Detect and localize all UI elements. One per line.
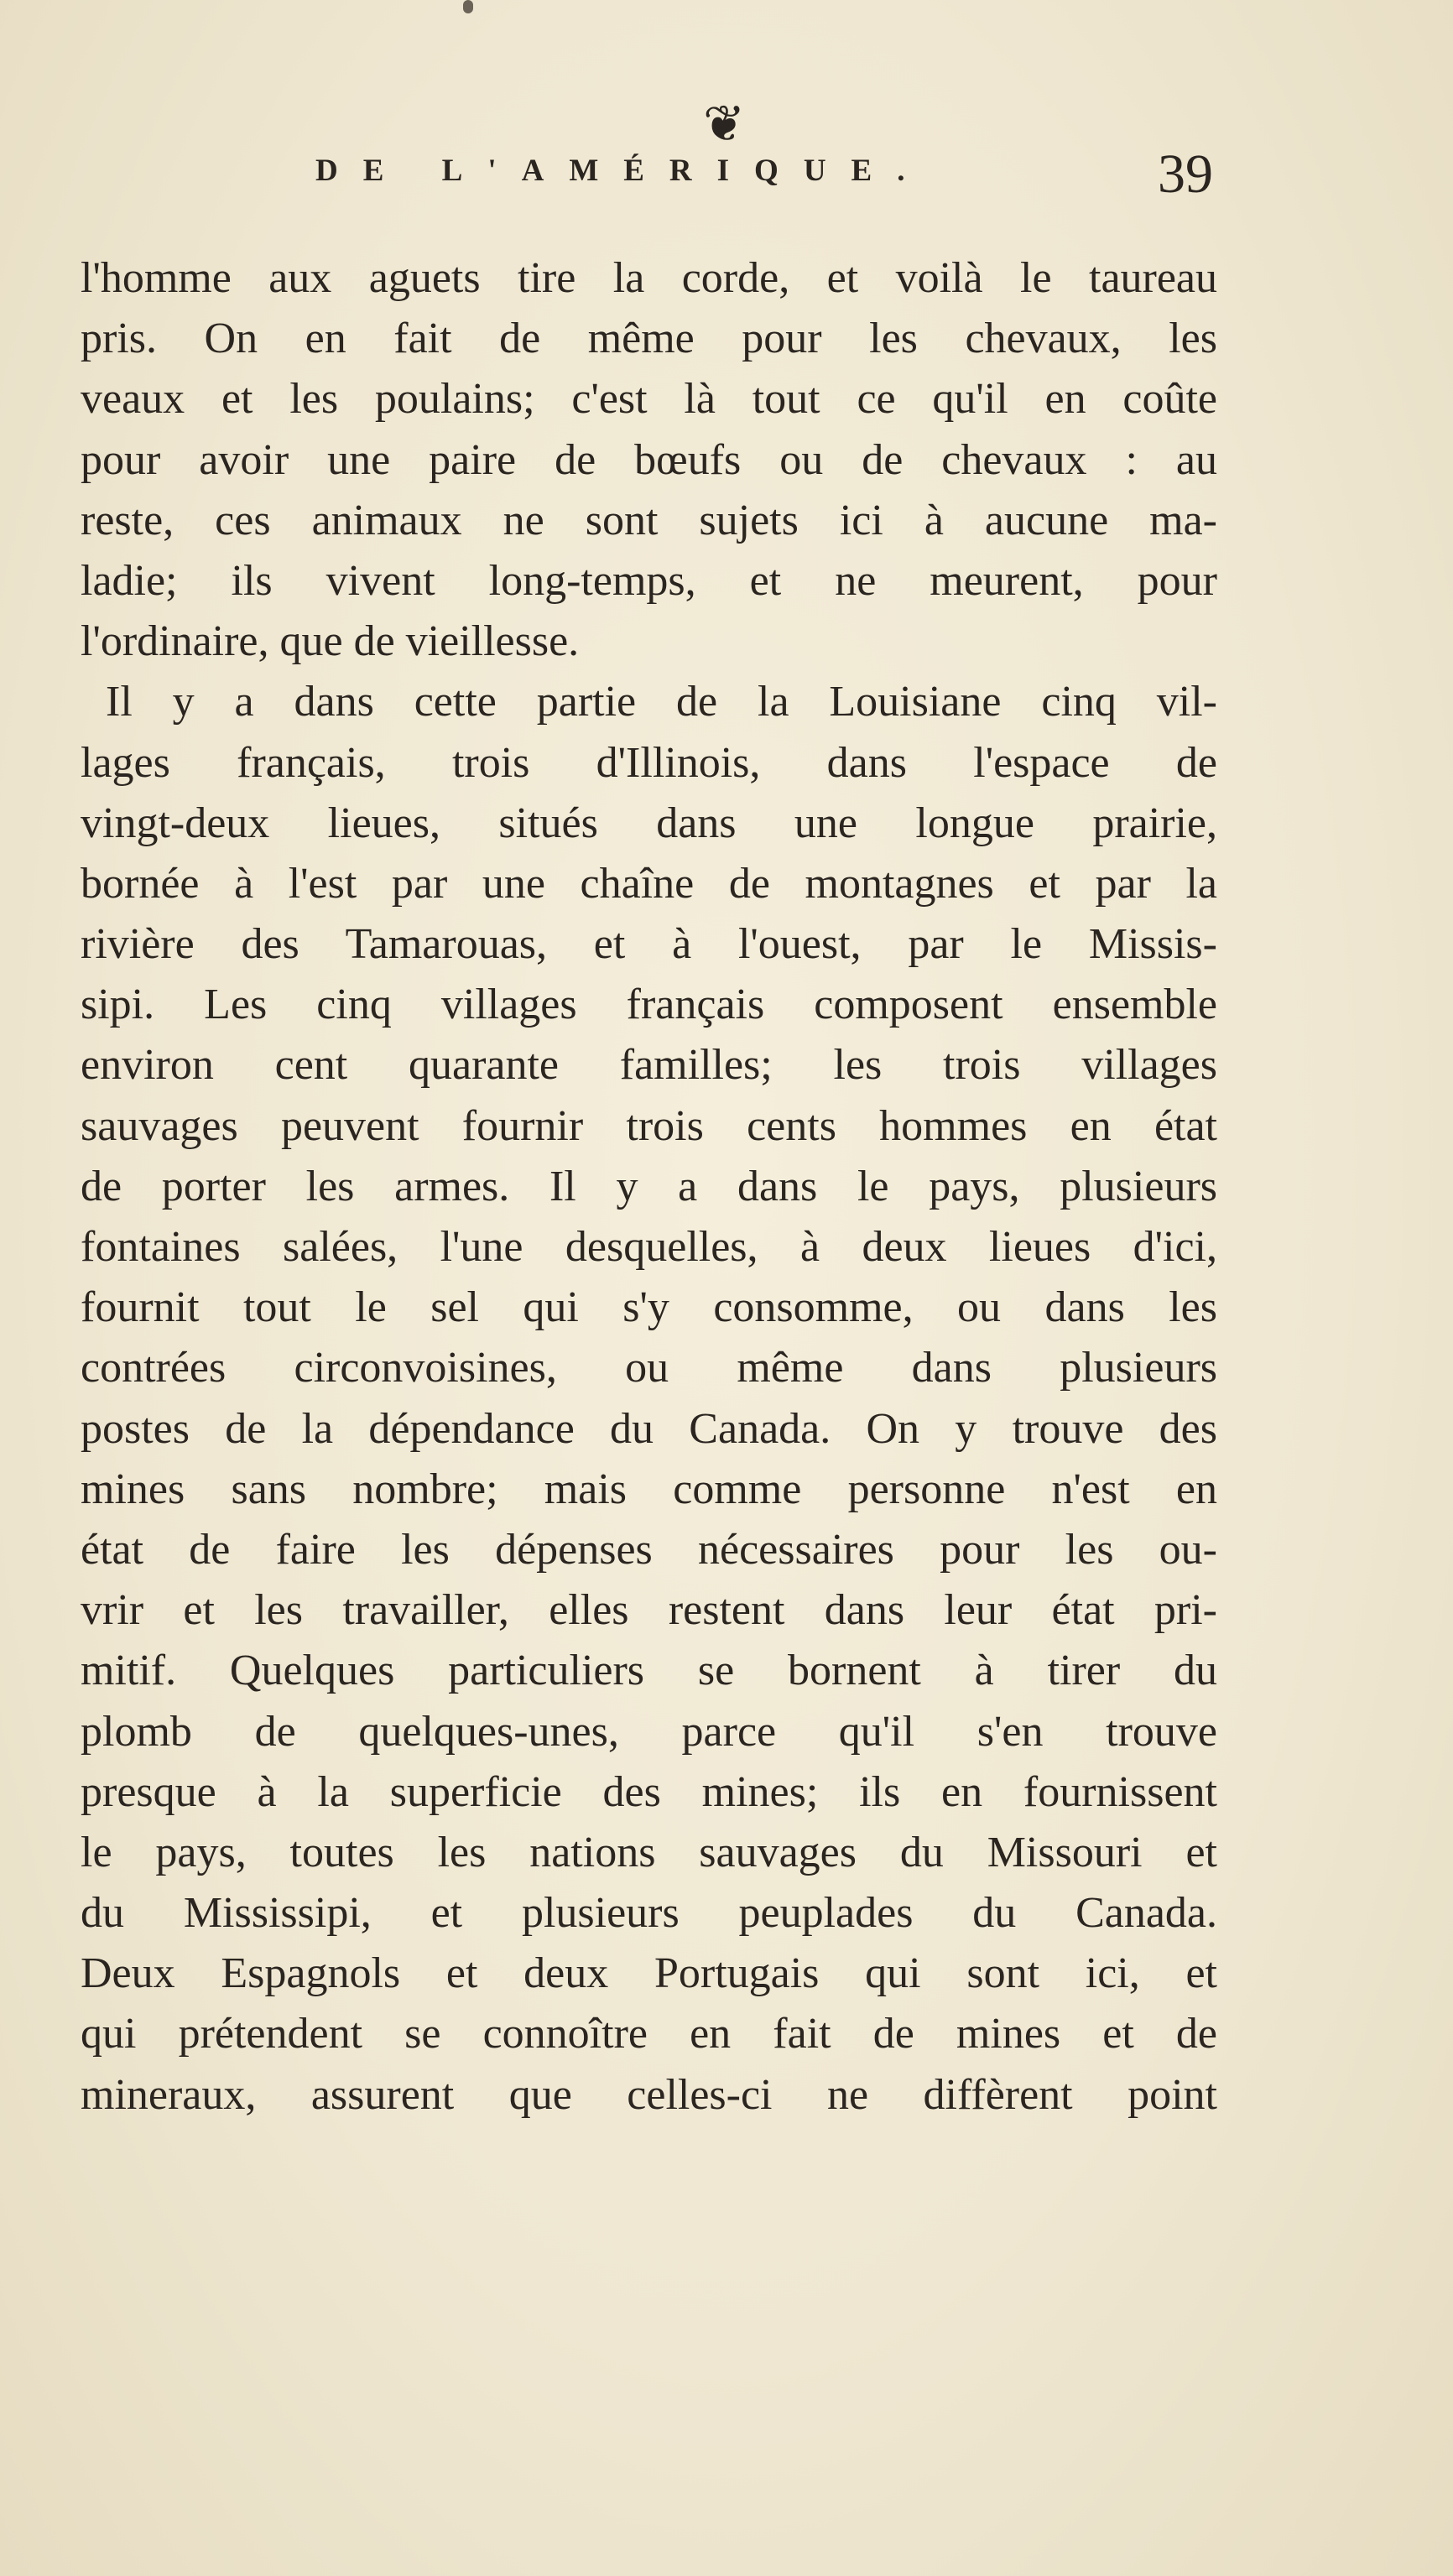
text-line: fontaines salées, l'une desquelles, à deux lieues d'ici, [81,1223,1217,1271]
text-line: le pays, toutes les nations sauvages du Missouri et [81,1828,1217,1876]
text-line: mineraux, assurent que celles-ci ne diffèrent point [81,2070,1217,2119]
text-line: l'homme aux aguets tire la corde, et voilà le taureau [81,254,1217,302]
text-line: veaux et les poulains; c'est là tout ce qu'il en coûte [81,375,1217,424]
text-line: postes de la dépendance du Canada. On y trouve des [81,1404,1217,1453]
text-line: l'ordinaire, que de vieillesse. [81,617,580,666]
text-line: de porter les armes. Il y a dans le pays, plusieurs [81,1162,1217,1210]
text-line: bornée à l'est par une chaîne de montagnes et par la [81,859,1217,908]
text-line: du Mississipi, et plusieurs peuplades du Canada. [81,1889,1217,1938]
text-line: état de faire les dépenses nécessaires pour les ou- [81,1525,1217,1574]
running-head: DE L'AMÉRIQUE. [315,154,930,188]
text-line: fournit tout le sel qui s'y consomme, ou dans les [81,1283,1217,1332]
ink-spot [463,0,473,13]
text-line: Deux Espagnols et deux Portugais qui sont ici, et [81,1949,1217,1998]
text-line: Il y a dans cette partie de la Louisiane cinq vil- [106,678,1217,726]
text-line: mines sans nombre; mais comme personne n'est en [81,1465,1217,1513]
text-line: pour avoir une paire de bœufs ou de chevaux : au [81,435,1217,484]
page-number: 39 [1158,143,1213,205]
text-line: vrir et les travailler, elles restent dans leur état pri- [81,1586,1217,1635]
text-line: qui prétendent se connoître en fait de mines et de [81,2010,1217,2058]
text-line: sauvages peuvent fournir trois cents hommes en état [81,1101,1217,1150]
text-line: pris. On en fait de même pour les chevaux, les [81,315,1217,363]
text-line: vingt-deux lieues, situés dans une longue prairie, [81,799,1217,847]
text-line: presque à la superficie des mines; ils en fournissent [81,1767,1217,1816]
body-text [81,248,1217,2126]
text-line: reste, ces animaux ne sont sujets ici à aucune ma- [81,496,1217,544]
text-line: rivière des Tamarouas, et à l'ouest, par le Missis- [81,920,1217,969]
text-line: environ cent quarante familles; les trois villages [81,1041,1217,1090]
text-line: mitif. Quelques particuliers se bornent à tirer du [81,1647,1217,1695]
text-line: ladie; ils vivent long-temps, et ne meurent, pour [81,556,1217,605]
printer-ornament-icon: ❦ [703,95,746,154]
text-line: sipi. Les cinq villages français composent ensemble [81,981,1217,1029]
text-line: contrées circonvoisines, ou même dans plusieurs [81,1344,1217,1392]
text-line: plomb de quelques-unes, parce qu'il s'en trouve [81,1707,1217,1756]
text-line: lages français, trois d'Illinois, dans l'espace de [81,738,1217,787]
